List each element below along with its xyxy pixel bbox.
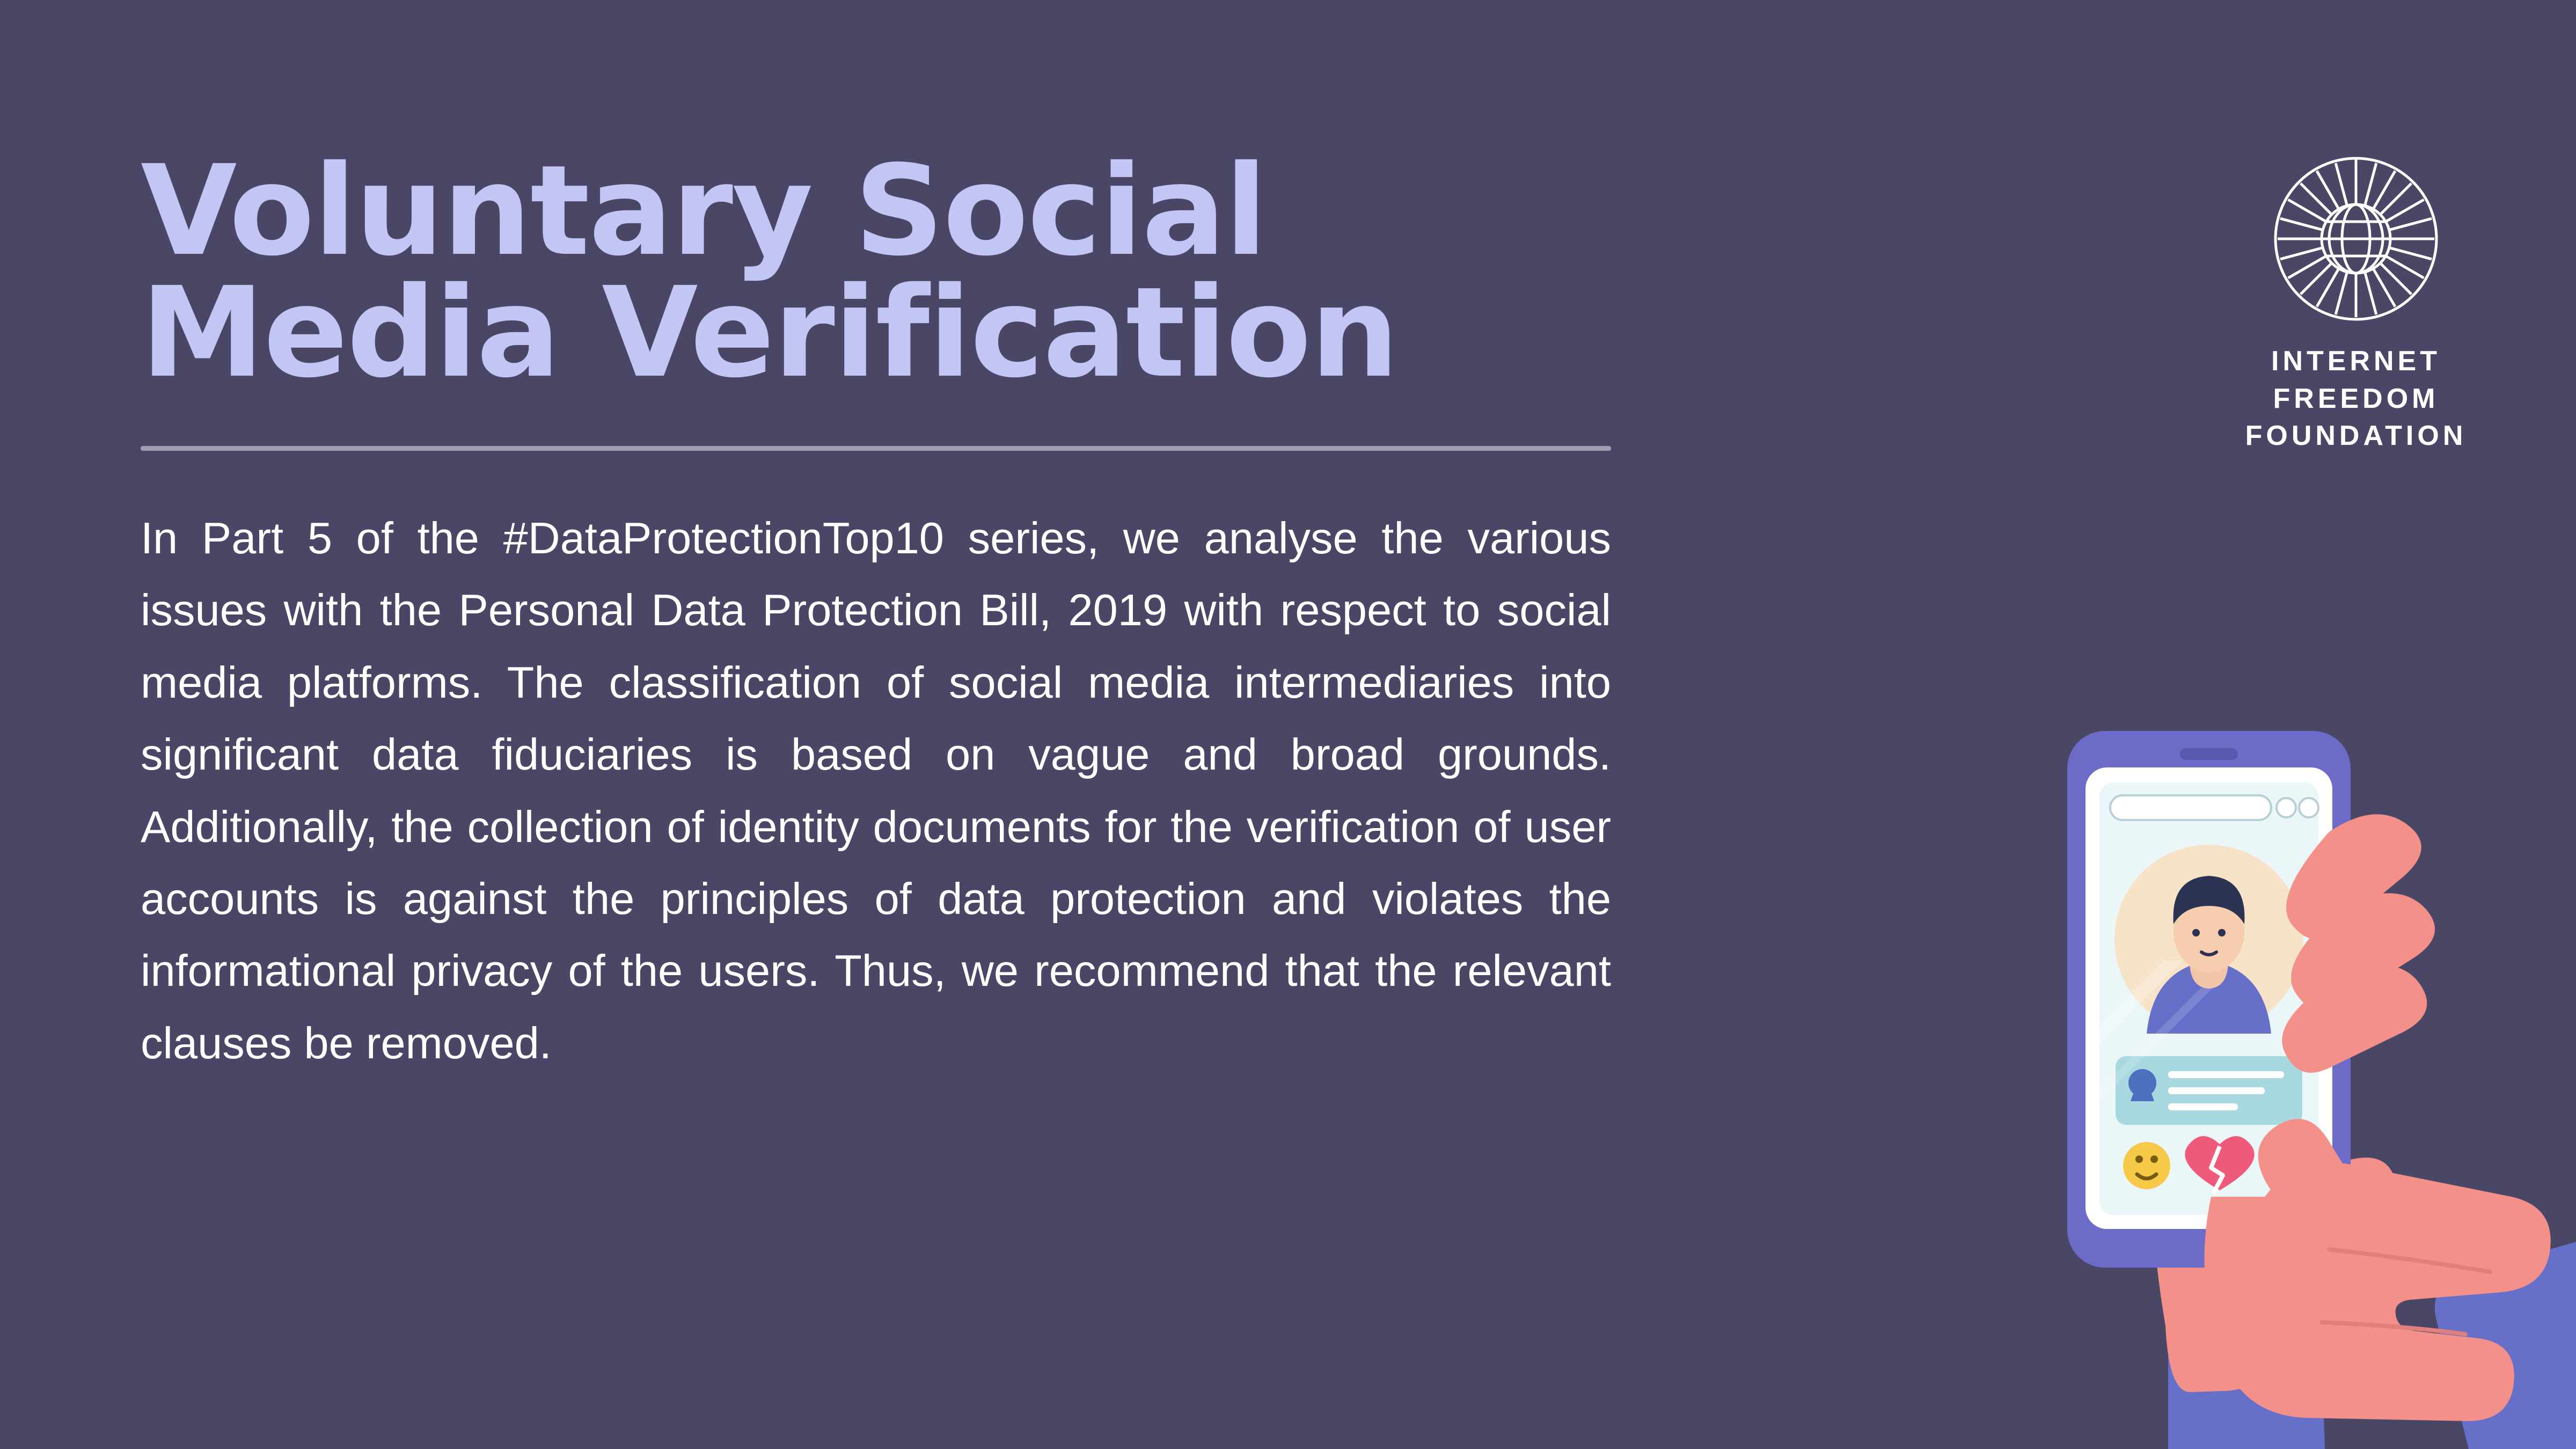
title-divider <box>141 446 1611 451</box>
page-title <box>141 138 1622 406</box>
logo-line-1: INTERNET <box>2271 346 2441 377</box>
ashoka-chakra-globe-icon <box>2270 153 2442 325</box>
logo-line-3: FOUNDATION <box>2245 420 2467 452</box>
page-title-line-2: Media Verification <box>141 260 1398 406</box>
organization-logo <box>2241 153 2471 455</box>
text-column <box>141 138 1622 1124</box>
logo-line-2: FREEDOM <box>2273 383 2439 414</box>
logo-wordmark <box>2241 343 2471 455</box>
page-title-line-1: Voluntary Social <box>141 138 1267 283</box>
hands-holding-smartphone-illustration <box>1631 488 2576 1449</box>
body-paragraph: In Part 5 of the #DataProtectionTop10 series, we analyse the various issues with the Personal Data Protection Bill, 2019 with respect to social media platforms. The classification of social media intermediaries into significant data fiduciaries is based on vague and broad grounds. Additionally, the collection of identity documents for the verification of user accounts is against the principles of data protection and violates the informational privacy of the users. Thus, we recommend that the relevant clauses be removed. <box>141 513 1611 1068</box>
